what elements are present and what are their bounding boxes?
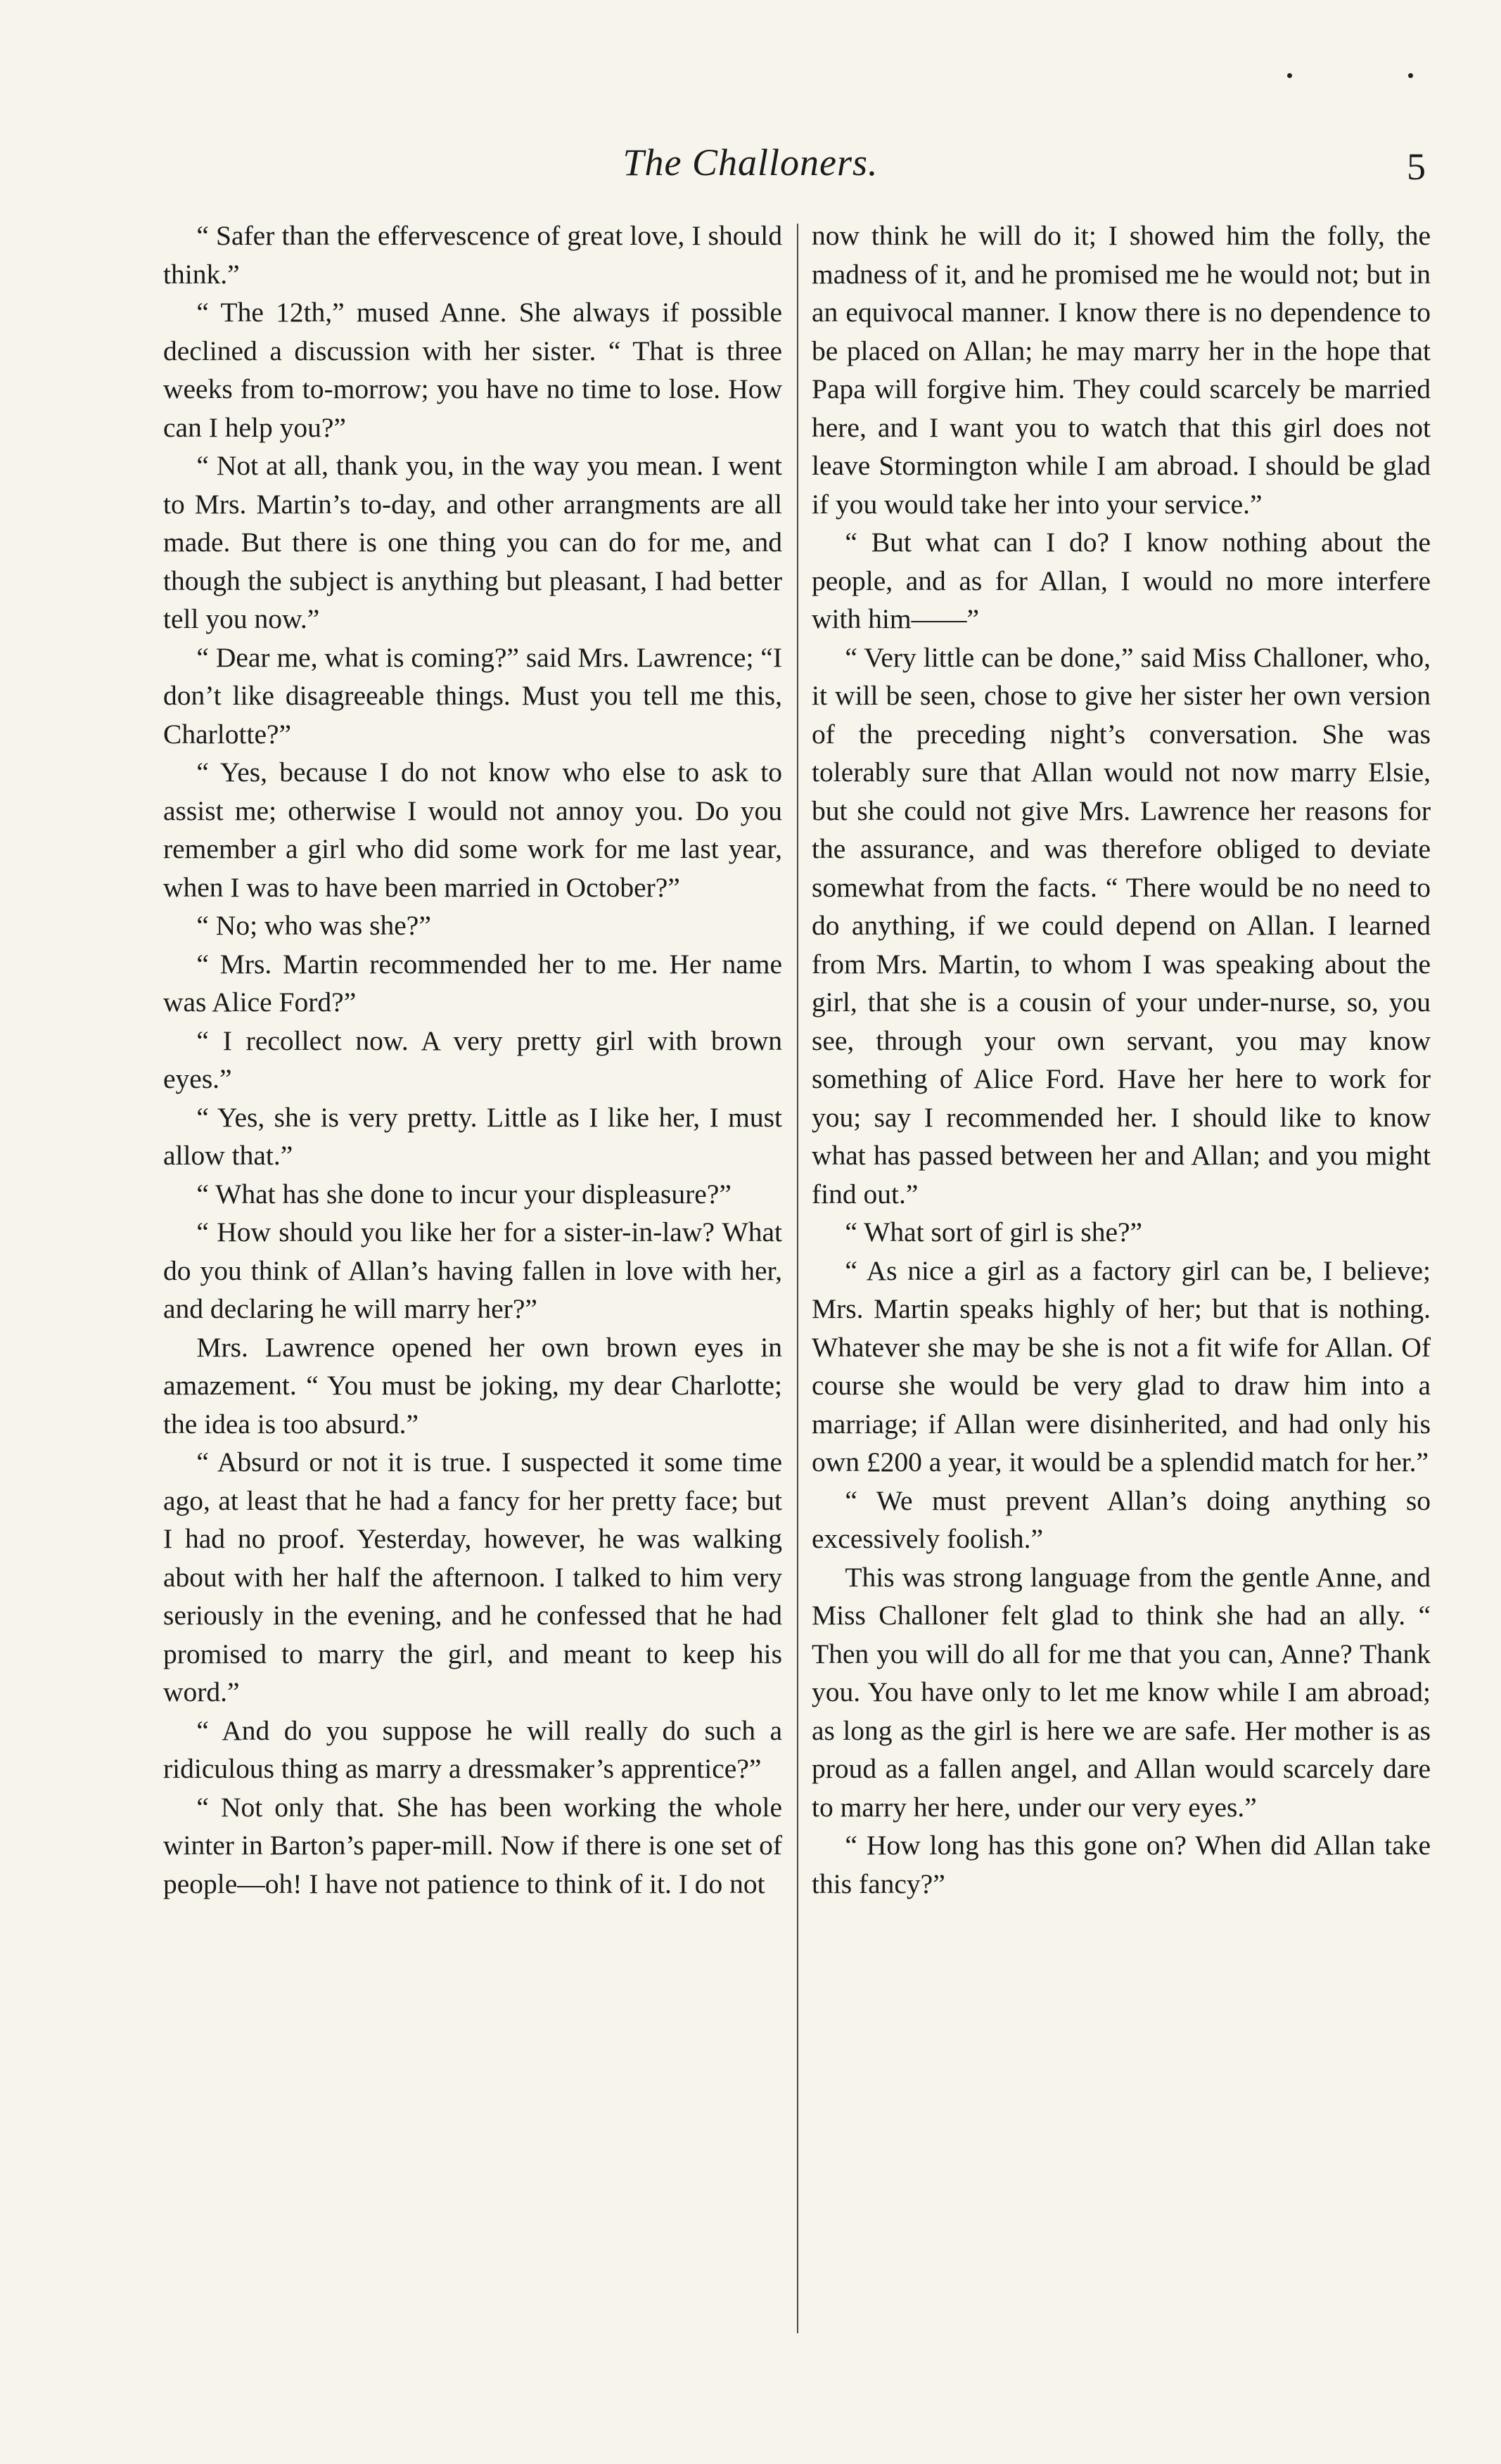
- paragraph: “ No; who was she?”: [196, 910, 431, 941]
- text-column-right: [812, 217, 1431, 1903]
- paragraph: “ The 12th,” mused Anne. She always if possible declined a discussion with her sister. “ That is three weeks from to-morrow; you have no time to lose. How can I help you?”: [163, 297, 782, 443]
- paragraph: “ Dear me, what is coming?” said Mrs. Lawrence; “I don’t like disagreeable things. Must you tell me this, Charlotte?”: [163, 641, 782, 750]
- paragraph: “ How long has this gone on? When did Allan take this fancy?”: [812, 1830, 1431, 1899]
- paragraph: Mrs. Lawrence opened her own brown eyes in amazement. “ You must be joking, my dear Charlotte; the idea is too absurd.”: [163, 1331, 782, 1439]
- paragraph: “ Yes, she is very pretty. Little as I like her, I must allow that.”: [163, 1101, 782, 1171]
- paragraph: “ But what can I do? I know nothing about the people, and as for Allan, I would no more interfere with him——”: [812, 527, 1431, 634]
- paragraph: “ How should you like her for a sister-in-law? What do you think of Allan’s having fallen in love with her, and declaring he will marry her?”: [163, 1217, 782, 1324]
- paragraph: “ I recollect now. A very pretty girl with brown eyes.”: [163, 1025, 782, 1094]
- running-title: The Challoners.: [622, 141, 879, 184]
- paragraph: “ Yes, because I do not know who else to ask to assist me; otherwise I would not annoy you. Do you remember a girl who did some work for me last year, when I was to have been married in October?”: [163, 757, 782, 903]
- paragraph: “ Very little can be done,” said Miss Challoner, who, it will be seen, chose to give her sister her own version of the preceding night’s conversation. She was tolerably sure that Allan would not now marry Elsie, but she could not give Mrs. Lawrence her reasons for the assurance, and was therefore obliged to deviate somewhat from the facts. “ There would be no need to do anything, if we could depend on Allan. I learned from Mrs. Martin, to whom I was speaking about the girl, that she is a cousin of your under-nurse, so, you see, through your own servant, you may know something of Alice Ford. Have her here to work for you; say I recommended her. I should like to know what has passed between her and Allan; and you might find out.”: [812, 641, 1431, 1209]
- paragraph: now think he will do it; I showed him the folly, the madness of it, and he promised me he would not; but in an equivocal manner. I know there is no dependence to be placed on Allan; he may marry her in the hope that Papa will forgive him. They could scarcely be married here, and I want you to watch that this girl does not leave Stormington while I am abroad. I should be glad if you would take her into your service.”: [812, 220, 1431, 520]
- paragraph: “ Absurd or not it is true. I suspected it some time ago, at least that he had a fancy for her pretty face; but I had no proof. Yesterday, however, he was walking about with her half the afternoon. I talked to him very seriously in the evening, and he confessed that he had promised to marry the girl, and meant to keep his word.”: [163, 1446, 782, 1707]
- paragraph: “ Not only that. She has been working the whole winter in Barton’s paper-mill. Now if there is one set of people—oh! I have not patience to think of it. I do not: [163, 1791, 782, 1899]
- paragraph: “ What has she done to incur your displeasure?”: [196, 1178, 732, 1209]
- paragraph: “ As nice a girl as a factory girl can be, I believe; Mrs. Martin speaks highly of her; but that is nothing. Whatever she may be she is not a fit wife for Allan. Of course she would be very glad to draw him into a marriage; if Allan were disinherited, and had only his own £200 a year, it would be a splendid match for her.”: [812, 1255, 1431, 1477]
- page-number: 5: [1407, 146, 1426, 188]
- print-speck: [1287, 73, 1292, 78]
- paragraph: “ What sort of girl is she?”: [845, 1217, 1143, 1247]
- text-column-left: [163, 217, 782, 1903]
- paragraph: “ And do you suppose he will really do such a ridiculous thing as marry a dressmaker’s apprentice?”: [163, 1714, 782, 1784]
- paragraph: “ Not at all, thank you, in the way you mean. I went to Mrs. Martin’s to-day, and other arrangments are all made. But there is one thing you can do for me, and though the subject is anything but pleasant, I had better tell you now.”: [163, 450, 782, 634]
- paragraph: “ Mrs. Martin recommended her to me. Her name was Alice Ford?”: [163, 948, 782, 1018]
- column-divider: [797, 224, 798, 2333]
- running-head: [0, 141, 1501, 197]
- paragraph: “ Safer than the effervescence of great love, I should think.”: [163, 220, 782, 290]
- print-speck: [1408, 73, 1413, 78]
- paragraph: This was strong language from the gentle Anne, and Miss Challoner felt glad to think she had an ally. “ Then you will do all for me that you can, Anne? Thank you. You have only to let me know while I am abroad; as long as the girl is here we are safe. Her mother is as proud as a fallen angel, and Allan would scarcely dare to marry her here, under our very eyes.”: [812, 1561, 1431, 1823]
- paragraph: “ We must prevent Allan’s doing anything so excessively foolish.”: [812, 1484, 1431, 1554]
